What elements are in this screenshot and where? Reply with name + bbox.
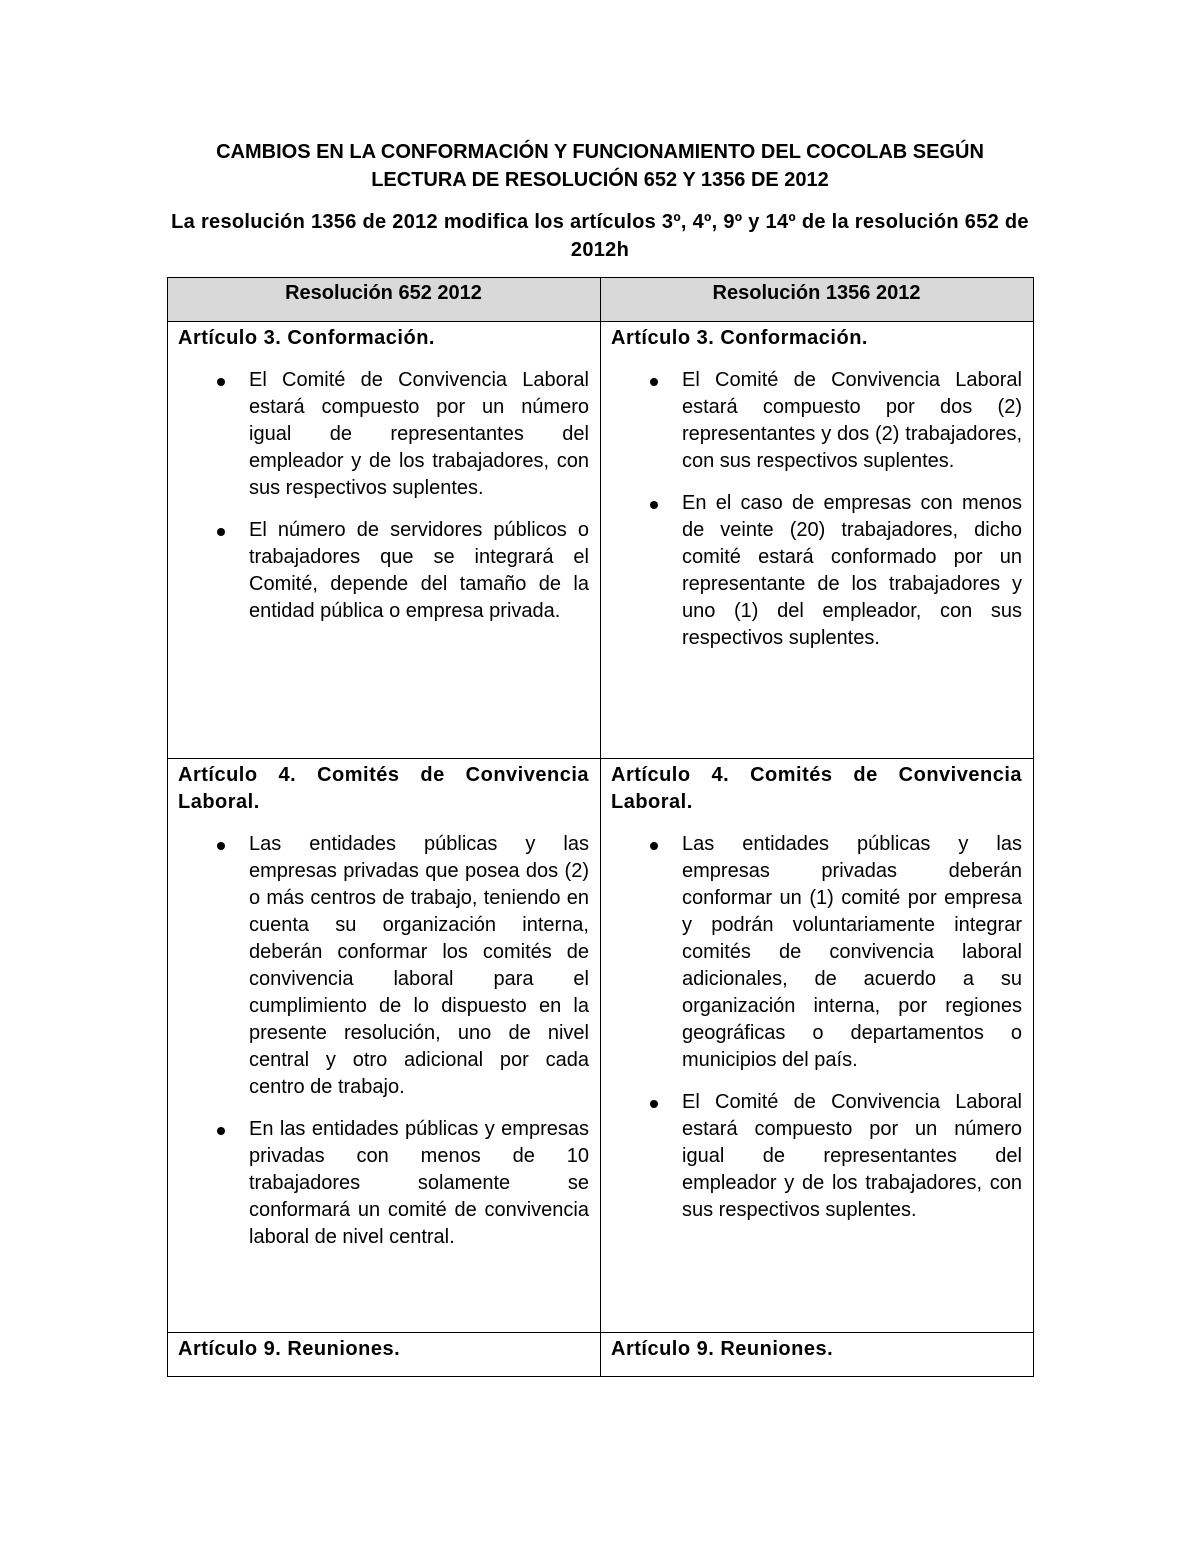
table-header-row <box>168 278 1034 322</box>
cell-1356-articulo-9 <box>601 1333 1034 1377</box>
article-heading: Artículo 3. Conformación. <box>178 327 435 349</box>
bullet-icon <box>650 1100 658 1108</box>
document-subtitle: La resolución 1356 de 2012 modifica los artículos 3º, 4º, 9º y 14º de la resolución 652 de 2012h <box>171 211 1029 261</box>
table-row <box>168 322 1034 759</box>
list-item-text: En el caso de empresas con menos de veinte (20) trabajadores, dicho comité estará conformado por un representante de los trabajadores y uno (1) del empleador, con sus respectivos suplentes. <box>682 492 1022 649</box>
list-item-text: En las entidades públicas y empresas privadas con menos de 10 trabajadores solamente se conformará un comité de convivencia laboral de nivel central. <box>249 1118 589 1248</box>
document-title <box>168 138 1032 194</box>
cell-652-articulo-9 <box>168 1333 601 1377</box>
bullet-icon <box>650 842 658 850</box>
bullet-icon <box>650 501 658 509</box>
list-item-text: El Comité de Convivencia Laboral estará compuesto por dos (2) representantes y dos (2) trabajadores, con sus respectivos suplentes. <box>682 369 1022 472</box>
bullet-icon <box>217 842 225 850</box>
list-item <box>178 1116 589 1251</box>
bullet-icon <box>650 378 658 386</box>
bullet-icon <box>217 1127 225 1135</box>
list-item <box>178 367 589 502</box>
list-item <box>178 517 589 625</box>
cell-652-articulo-4 <box>168 759 601 1333</box>
list-item-text: Las entidades públicas y las empresas privadas deberán conformar un (1) comité por empresa y podrán voluntariamente integrar comités de convivencia laboral adicionales, de acuerdo a su organización interna, por regiones geográficas o departamentos o municipios del país. <box>682 833 1022 1071</box>
article-heading: Artículo 9. Reuniones. <box>611 1338 834 1360</box>
table-row <box>168 759 1034 1333</box>
list-item-text: El Comité de Convivencia Laboral estará compuesto por un número igual de representantes del empleador y de los trabajadores, con sus respectivos suplentes. <box>682 1091 1022 1221</box>
article-heading: Artículo 4. Comités de Convivencia Laboral. <box>611 764 1022 813</box>
bullet-list <box>611 831 1022 1224</box>
comparison-table <box>167 277 1034 1377</box>
cell-652-articulo-3 <box>168 322 601 759</box>
cell-1356-articulo-4 <box>601 759 1034 1333</box>
list-item <box>611 831 1022 1074</box>
article-heading: Artículo 4. Comités de Convivencia Laboral. <box>178 764 589 813</box>
bullet-list <box>178 831 589 1251</box>
bullet-list <box>611 367 1022 652</box>
article-heading: Artículo 3. Conformación. <box>611 327 868 349</box>
list-item <box>611 490 1022 652</box>
list-item <box>178 831 589 1101</box>
header-resolucion-652: Resolución 652 2012 <box>168 278 601 322</box>
cell-1356-articulo-3 <box>601 322 1034 759</box>
list-item-text: Las entidades públicas y las empresas privadas que posea dos (2) o más centros de trabajo, teniendo en cuenta su organización interna, deberán conformar los comités de convivencia laboral para el cumplimiento de lo dispuesto en la presente resolución, uno de nivel central y otro adicional por cada centro de trabajo. <box>249 833 589 1098</box>
article-heading: Artículo 9. Reuniones. <box>178 1338 401 1360</box>
bullet-icon <box>217 378 225 386</box>
header-resolucion-1356: Resolución 1356 2012 <box>601 278 1034 322</box>
title-line-2: LECTURA DE RESOLUCIÓN 652 Y 1356 DE 2012 <box>371 169 829 191</box>
bullet-list <box>178 367 589 625</box>
list-item <box>611 1089 1022 1224</box>
title-line-1: CAMBIOS EN LA CONFORMACIÓN Y FUNCIONAMIENTO DEL COCOLAB SEGÚN <box>216 141 984 163</box>
table-row <box>168 1333 1034 1377</box>
list-item-text: El número de servidores públicos o trabajadores que se integrará el Comité, depende del tamaño de la entidad pública o empresa privada. <box>249 519 589 622</box>
list-item-text: El Comité de Convivencia Laboral estará compuesto por un número igual de representantes del empleador y de los trabajadores, con sus respectivos suplentes. <box>249 369 589 499</box>
bullet-icon <box>217 528 225 536</box>
list-item <box>611 367 1022 475</box>
